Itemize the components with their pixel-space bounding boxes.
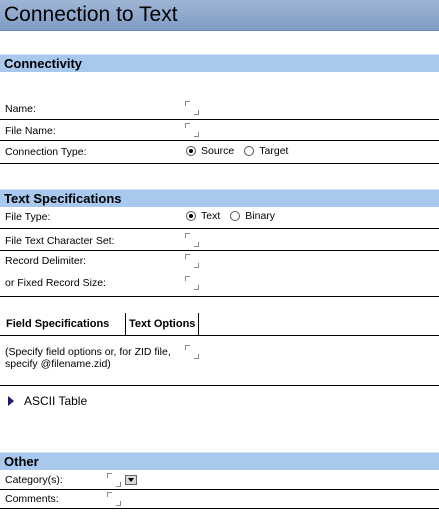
tab-divider (0, 335, 439, 336)
record-delimiter-label: Record Delimiter: (5, 255, 87, 267)
expand-triangle-icon (8, 396, 14, 406)
connectivity-header: Connectivity (0, 54, 439, 72)
name-row (0, 98, 439, 120)
tab-field-specifications[interactable]: Field Specifications (6, 318, 110, 330)
radio-binary[interactable] (230, 210, 275, 222)
fixed-record-size-field[interactable] (185, 276, 199, 290)
categories-field[interactable] (107, 473, 121, 487)
window-title: Connection to Text (4, 3, 178, 26)
file-type-radio-group (186, 210, 285, 222)
record-delimiter-row (0, 251, 439, 297)
file-type-row (0, 207, 439, 229)
tab-strip (0, 313, 439, 336)
file-name-field[interactable] (185, 123, 199, 137)
file-name-label: File Name: (5, 125, 56, 137)
radio-source[interactable] (186, 145, 234, 157)
field-specs-hint: (Specify field options or, for ZID file, specify @filename.zid) (5, 346, 171, 370)
divider-line (0, 385, 439, 386)
ascii-table-toggle[interactable] (8, 394, 87, 408)
connection-type-radio-group (186, 145, 298, 157)
name-label: Name: (5, 103, 36, 115)
radio-binary-icon[interactable] (230, 211, 240, 221)
radio-target-label: Target (259, 145, 289, 157)
radio-source-label: Source (201, 145, 235, 157)
radio-binary-label: Binary (245, 210, 276, 222)
charset-row (0, 229, 439, 251)
radio-target-icon[interactable] (244, 146, 254, 156)
ascii-table-label: ASCII Table (24, 394, 88, 408)
categories-row (0, 470, 439, 490)
categories-dropdown-button[interactable] (125, 475, 137, 485)
connection-type-label: Connection Type: (5, 146, 87, 158)
comments-field[interactable] (107, 492, 121, 506)
comments-label: Comments: (5, 493, 59, 505)
name-field[interactable] (185, 101, 199, 115)
title-bar (0, 0, 439, 31)
categories-label: Category(s): (5, 474, 63, 486)
radio-text[interactable] (186, 210, 220, 222)
other-header: Other (0, 452, 439, 470)
field-specs-field[interactable] (185, 345, 199, 359)
file-name-row (0, 120, 439, 141)
fixed-record-size-label: or Fixed Record Size: (5, 277, 106, 289)
radio-text-icon[interactable] (186, 211, 196, 221)
charset-label: File Text Character Set: (5, 235, 115, 247)
radio-source-icon[interactable] (186, 146, 196, 156)
charset-field[interactable] (185, 233, 199, 247)
connection-type-row (0, 141, 439, 164)
tab-text-options[interactable]: Text Options (125, 313, 199, 336)
comments-row (0, 490, 439, 509)
text-specs-header: Text Specifications (0, 189, 439, 207)
radio-target[interactable] (244, 145, 288, 157)
record-delimiter-field[interactable] (185, 254, 199, 268)
radio-text-label: Text (201, 210, 221, 222)
file-type-label: File Type: (5, 211, 51, 223)
